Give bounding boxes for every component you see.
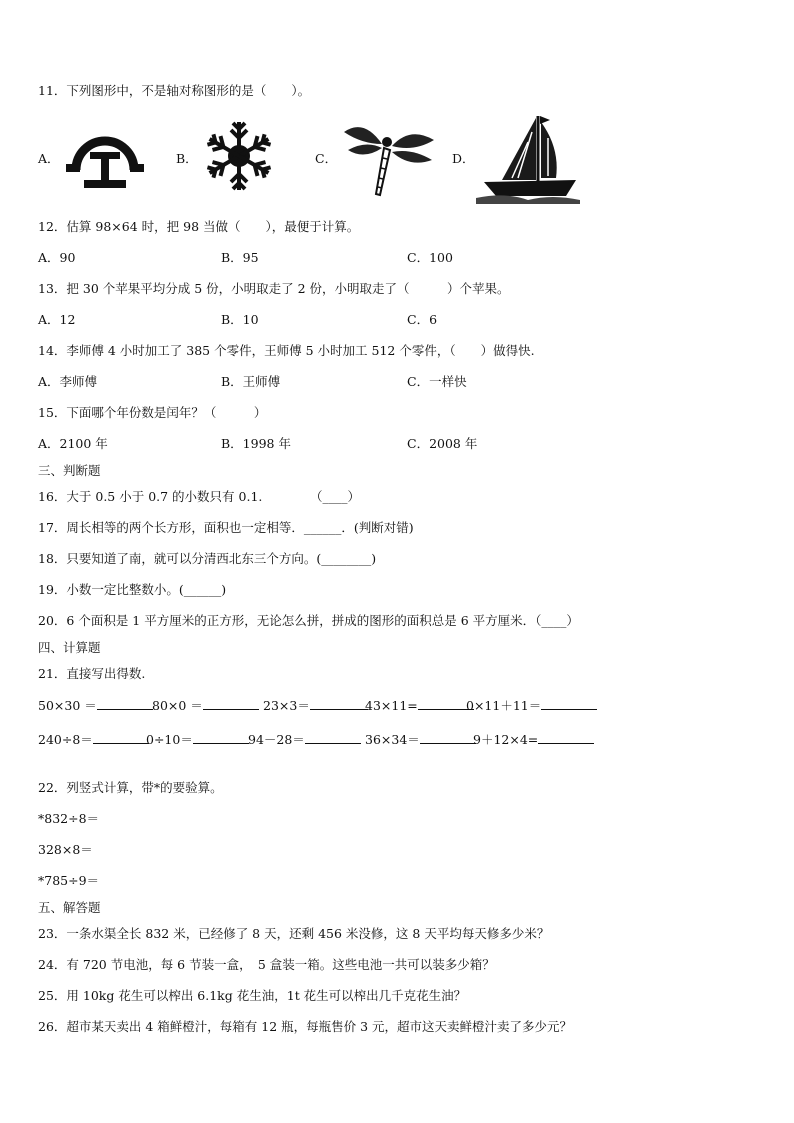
- question-19: 19．小数一定比整数小。(______): [38, 582, 227, 597]
- calc-item: 80×0 ＝: [152, 697, 259, 714]
- option-c-label: C．: [315, 151, 338, 166]
- calc-item: 94－28＝: [248, 731, 361, 748]
- calc-item: 9＋12×4=: [473, 731, 594, 748]
- calc-item: 0×11＋11＝: [466, 697, 597, 714]
- dragonfly-icon: [342, 118, 436, 202]
- question-24: 24．有 720 节电池，每 6 节装一盒， 5 盒装一箱。这些电池一共可以装多少箱？: [38, 957, 495, 972]
- q15-option-b: B．1998 年: [221, 436, 291, 451]
- question-16-blank: （____）: [310, 489, 361, 504]
- q12-option-c: C．100: [407, 250, 453, 265]
- q15-option-c: C．2008 年: [407, 436, 478, 451]
- calc-item: 50×30 ＝: [38, 697, 153, 714]
- option-b-label: B．: [176, 151, 198, 166]
- q12-option-b: B．95: [221, 250, 259, 265]
- calc-item: 36×34＝: [365, 731, 476, 748]
- question-21: 21．直接写出得数.: [38, 666, 146, 681]
- q13-option-b: B．10: [221, 312, 259, 327]
- vertical-calc-item: *785÷9＝: [38, 873, 100, 888]
- question-11: 11．下列图形中，不是轴对称图形的是（ ）。: [38, 83, 311, 98]
- sailboat-icon: [476, 112, 582, 208]
- section-judge-heading: 三、判断题: [38, 463, 101, 478]
- calc-item: 0÷10＝: [146, 731, 249, 748]
- question-23: 23．一条水渠全长 832 米，已经修了 8 天，还剩 456 米没修，这 8 天平均每天修多少米？: [38, 926, 550, 941]
- question-13: 13．把 30 个苹果平均分成 5 份，小明取走了 2 份，小明取走了（ ）个苹果。: [38, 281, 510, 296]
- snowflake-icon: [198, 116, 280, 200]
- question-22: 22．列竖式计算，带*的要验算。: [38, 780, 223, 795]
- option-a-label: A．: [38, 151, 60, 166]
- railway-logo-icon: [66, 118, 144, 204]
- question-18: 18．只要知道了南，就可以分清西北东三个方向。(________): [38, 551, 377, 566]
- question-26: 26．超市某天卖出 4 箱鲜橙汁，每箱有 12 瓶，每瓶售价 3 元，超市这天卖鲜橙汁卖了多少元？: [38, 1019, 573, 1034]
- vertical-calc-item: *832÷8＝: [38, 811, 100, 826]
- calc-item: 240÷8＝: [38, 731, 149, 748]
- q15-option-a: A．2100 年: [38, 436, 108, 451]
- calc-item: 43×11=: [365, 697, 474, 714]
- q13-option-c: C．6: [407, 312, 438, 327]
- option-d-label: D．: [452, 151, 475, 166]
- question-25: 25．用 10kg 花生可以榨出 6.1kg 花生油，1t 花生可以榨出几千克花生油？: [38, 988, 467, 1003]
- q14-option-b: B．王师傅: [221, 374, 281, 389]
- question-20: 20．6 个面积是 1 平方厘米的正方形，无论怎么拼，拼成的图形的面积总是 6 平方厘米．（____）: [38, 613, 579, 628]
- question-15: 15．下面哪个年份数是闰年？（ ）: [38, 405, 267, 420]
- q14-option-a: A．李师傅: [38, 374, 98, 389]
- q14-option-c: C．一样快: [407, 374, 467, 389]
- vertical-calc-item: 328×8＝: [38, 842, 93, 857]
- section-calc-heading: 四、计算题: [38, 640, 101, 655]
- question-17: 17．周长相等的两个长方形，面积也一定相等．______．(判断对错): [38, 520, 414, 535]
- question-14: 14．李师傅 4 小时加工了 385 个零件，王师傅 5 小时加工 512 个零件，（ ）做得快.: [38, 343, 535, 358]
- calc-item: 23×3＝: [263, 697, 368, 714]
- question-16: 16．大于 0.5 小于 0.7 的小数只有 0.1.: [38, 489, 263, 504]
- section-solve-heading: 五、解答题: [38, 900, 101, 915]
- question-12: 12．估算 98×64 时，把 98 当做（ ），最便于计算。: [38, 219, 360, 234]
- q13-option-a: A．12: [38, 312, 76, 327]
- q12-option-a: A．90: [38, 250, 76, 265]
